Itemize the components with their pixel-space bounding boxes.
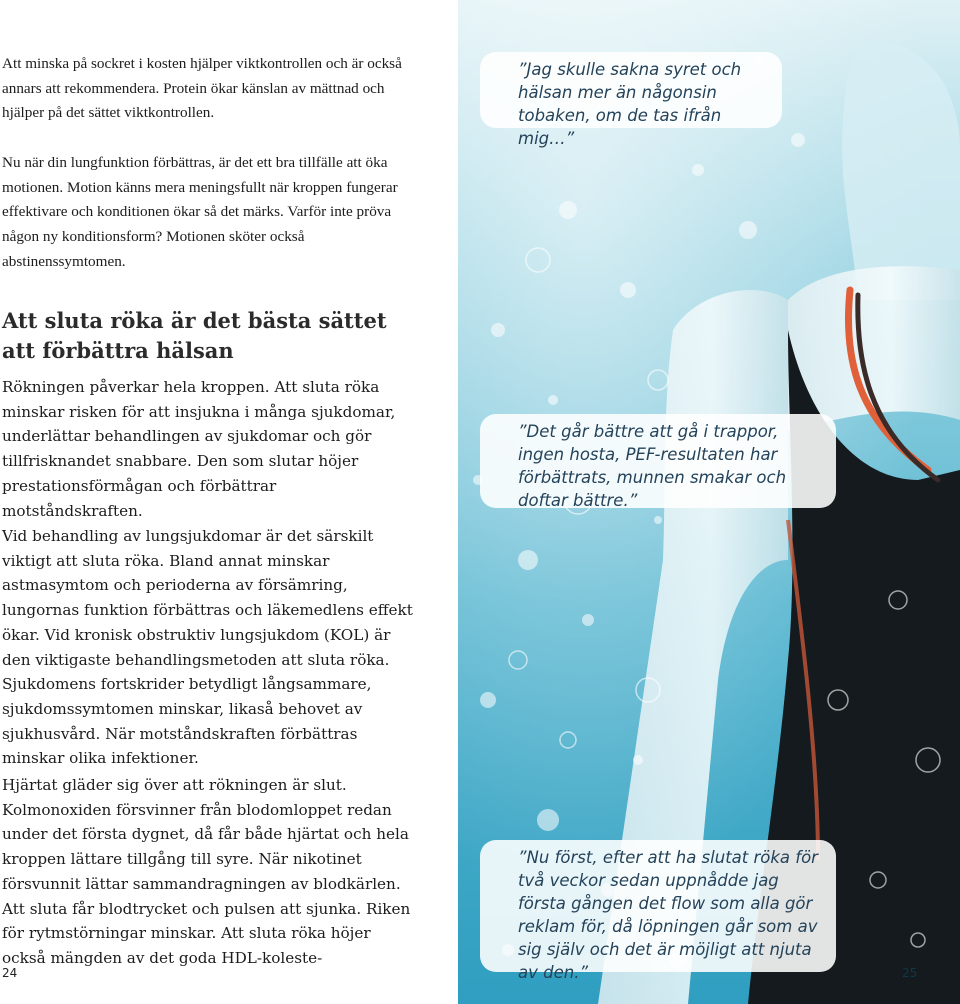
paragraph-exercise: Nu när din lungfunktion förbättras, är det ett bra tillfälle att öka motionen. Motion känns mera meningsfullt när kroppen fungerar effektivare och konditionen ökar så det märks. Varför inte pröva någon ny konditionsform? Motionen sköter också abstinenssymtomen. [2, 154, 398, 270]
paragraph-diet: Att minska på sockret i kosten hjälper viktkontrollen och är också annars att rekommendera. Protein ökar känslan av mättnad och hjälper på det sättet viktkontrollen. [2, 55, 402, 122]
quote-oxygen [480, 52, 782, 148]
quote-oxygen-text: ”Jag skulle sakna syret och hälsan mer än någonsin tobaken, om de tas ifrån mig…” [518, 60, 742, 148]
paragraph-body-effects: Rökningen påverkar hela kroppen. Att sluta röka minskar risken för att insjukna i många sjukdomar, underlättar behandlingen av sjukdomar och gör tillfrisknandet snabbare. Den som slutar höjer prestationsförmågan och förbättrar motståndskraften. [2, 378, 396, 520]
quote-stairs-text: ”Det går bättre att gå i trappor, ingen hosta, PEF-resultaten har förbättrats, munnen smakar och doftar bättre.” [518, 422, 787, 510]
swimmer-photo [458, 0, 960, 1004]
page-number-right: 25 [902, 966, 918, 980]
quote-stairs [480, 414, 836, 508]
page-number-left: 24 [2, 966, 18, 980]
paragraph-lung-disease: Vid behandling av lungsjukdomar är det särskilt viktigt att sluta röka. Bland annat minskar astmasymtom och perioderna av försämring, lungornas funktion förbättras och läkemedlens effekt ökar. Vid kronisk obstruktiv lungsjukdom (KOL) är den viktigaste behandlingsmetoden att sluta röka. Sjukdomens fortskrider betydligt långsammare, sjukdomssymtomen minskar, likaså behovet av sjukhusvård. När motståndskraften förbättras minskar olika infektioner. [2, 527, 413, 768]
quote-flow-text: ”Nu först, efter att ha slutat röka för två veckor sedan uppnådde jag första gången det flow som alla gör reklam för, då löpningen går som av sig själv och det är möjligt att njuta av den.” [518, 848, 818, 982]
section-heading: Att sluta röka är det bästa sättet att förbättra hälsan [2, 308, 387, 363]
left-page [0, 0, 458, 1004]
paragraph-heart: Hjärtat gläder sig över att rökningen är slut. Kolmonoxiden försvinner från blodomloppet redan under det första dygnet, då får både hjärtat och hela kroppen lättare tillgång till syre. När nikotinet försvunnit lättar sammandragningen av blodkärlen. Att sluta får blodtrycket och pulsen att sjunka. Riken för rytmstörningar minskar. Att sluta röka höjer också mängden av det goda HDL-koleste- [2, 776, 411, 967]
quote-flow [480, 840, 836, 982]
